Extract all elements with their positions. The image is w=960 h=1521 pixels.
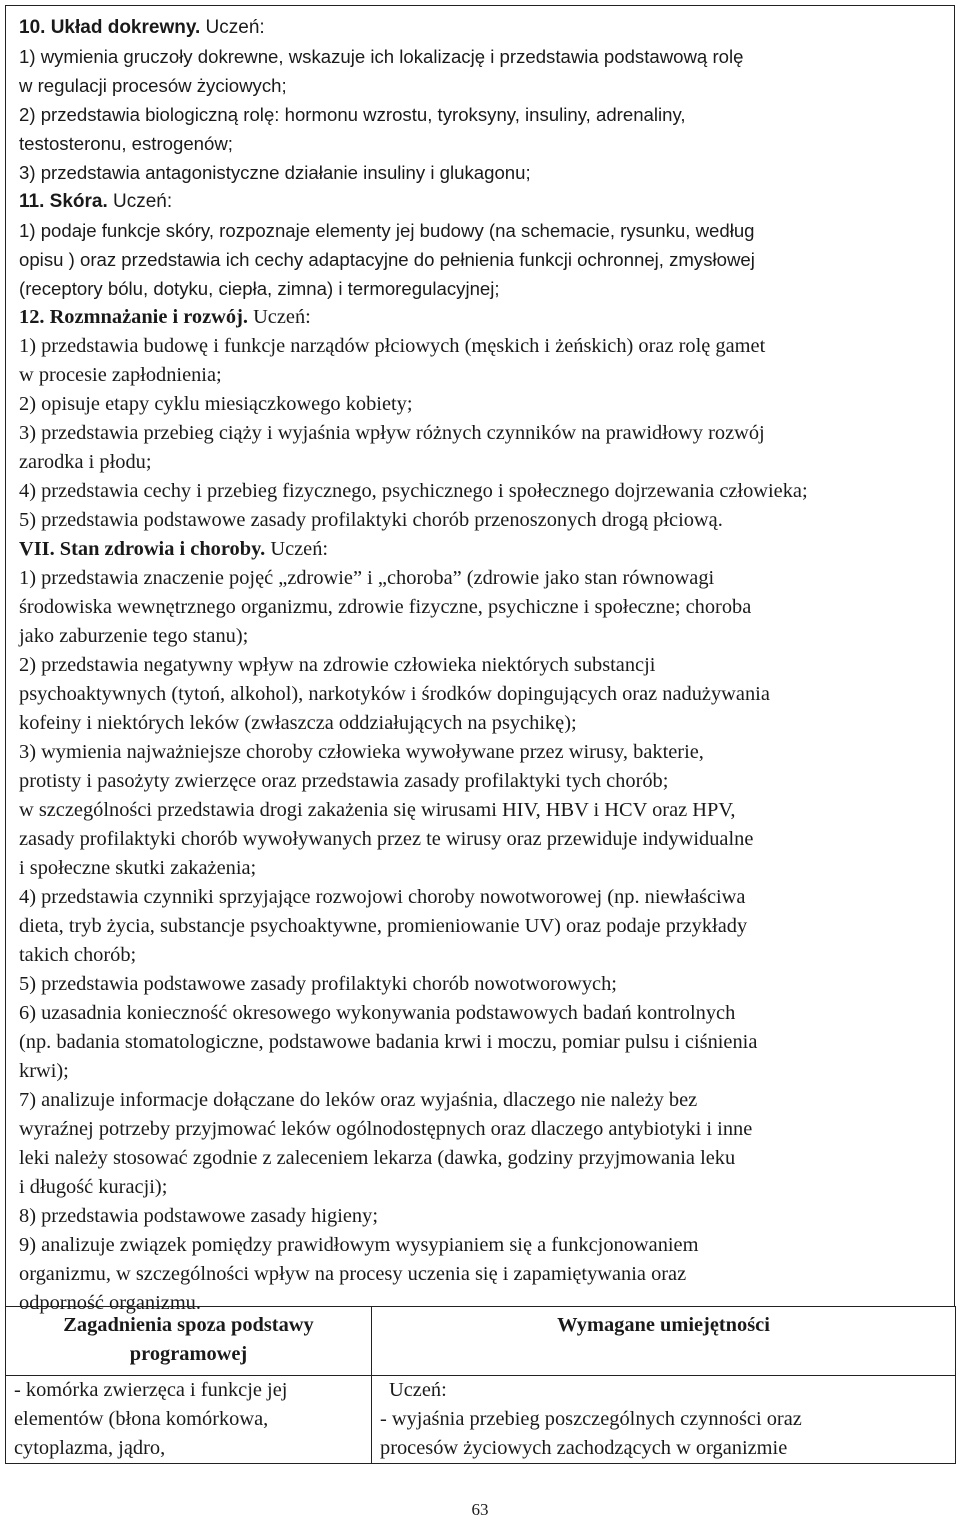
- text-line: (receptory bólu, dotyku, ciepła, zimna) i termoregulacyjnej;: [19, 278, 500, 299]
- text-line: zasady profilaktyki chorób wywoływanych przez te wirusy oraz przewiduje indywidualne: [19, 828, 754, 850]
- text-line: zarodka i płodu;: [19, 451, 152, 473]
- text-line: 3) wymienia najważniejsze choroby człowieka wywoływane przez wirusy, bakterie,: [19, 741, 704, 763]
- text-line: 3) przedstawia przebieg ciąży i wyjaśnia wpływ różnych czynników na prawidłowy rozwój: [19, 422, 765, 444]
- text-line: 9) analizuje związek pomiędzy prawidłowym wysypianiem się a funkcjonowaniem: [19, 1234, 699, 1256]
- text-line: organizmu, w szczególności wpływ na procesy uczenia się i zapamiętywania oraz: [19, 1263, 687, 1285]
- text-line: jako zaburzenie tego stanu);: [19, 625, 249, 647]
- text-line: 1) przedstawia budowę i funkcje narządów płciowych (męskich i żeńskich) oraz rolę gamet: [19, 335, 766, 357]
- text-line: 5) przedstawia podstawowe zasady profilaktyki chorób przenoszonych drogą płciową.: [19, 509, 723, 531]
- text-line: 4) przedstawia cechy i przebieg fizycznego, psychicznego i społecznego dojrzewania człowieka;: [19, 480, 808, 502]
- text-line: w szczególności przedstawia drogi zakażenia się wirusami HIV, HBV i HCV oraz HPV,: [19, 799, 736, 821]
- text-line: krwi);: [19, 1060, 69, 1082]
- cell-line: elementów (błona komórkowa,: [14, 1408, 269, 1430]
- text-line: 3) przedstawia antagonistyczne działanie insuliny i glukagonu;: [19, 162, 531, 183]
- text-line: środowiska wewnętrznego organizmu, zdrowie fizyczne, psychiczne i społeczne; choroba: [19, 596, 752, 618]
- cell-line: procesów życiowych zachodzących w organizmie: [380, 1437, 788, 1459]
- text-line: 8) przedstawia podstawowe zasady higieny;: [19, 1205, 378, 1227]
- text-line: psychoaktywnych (tytoń, alkohol), narkotyków i środków dopingujących oraz nadużywania: [19, 683, 770, 705]
- section-student-label: Uczeń:: [107, 191, 173, 212]
- text-line: takich chorób;: [19, 944, 137, 966]
- cell-line: Uczeń:: [389, 1379, 447, 1401]
- section-student-label: Uczeń:: [247, 306, 311, 328]
- cell-line: cytoplazma, jądro,: [14, 1437, 166, 1459]
- text-line: i społeczne skutki zakażenia;: [19, 857, 257, 879]
- section-title: 11. Skóra.: [19, 191, 108, 212]
- document-body: [19, 13, 951, 1318]
- text-line: i długość kuracji);: [19, 1176, 168, 1198]
- text-line: (np. badania stomatologiczne, podstawowe badania krwi i moczu, pomiar pulsu i ciśnienia: [19, 1031, 758, 1053]
- text-line: 1) wymienia gruczoły dokrewne, wskazuje ich lokalizację i przedstawia podstawową rolę: [19, 46, 744, 67]
- text-line: opisu ) oraz przedstawia ich cechy adaptacyjne do pełnienia funkcji ochronnej, zmysłowej: [19, 249, 755, 270]
- header-left-line: programowej: [129, 1343, 248, 1365]
- section-title: 12. Rozmnażanie i rozwój.: [19, 306, 248, 328]
- text-line: dieta, tryb życia, substancje psychoaktywne, promieniowanie UV) oraz podaje przykłady: [19, 915, 748, 937]
- text-line: wyraźnej potrzeby przyjmować leków ogólnodostępnych oraz dlaczego antybiotyki i inne: [19, 1118, 753, 1140]
- cell-line: - wyjaśnia przebieg poszczególnych czynności oraz: [380, 1408, 802, 1430]
- section-heading: [19, 187, 951, 216]
- text-line: w regulacji procesów życiowych;: [19, 75, 287, 96]
- text-line: 4) przedstawia czynniki sprzyjające rozwojowi choroby nowotworowej (np. niewłaściwa: [19, 886, 746, 908]
- text-line: testosteronu, estrogenów;: [19, 133, 233, 154]
- table-cell-left: [6, 1376, 372, 1464]
- section-title: 10. Układ dokrewny.: [19, 17, 201, 38]
- text-line: 5) przedstawia podstawowe zasady profilaktyki chorób nowotworowych;: [19, 973, 617, 995]
- section-title: VII. Stan zdrowia i choroby.: [19, 538, 266, 560]
- text-line: odporność organizmu.: [19, 1292, 201, 1314]
- table-cell-right: [372, 1376, 956, 1464]
- text-line: 1) podaje funkcje skóry, rozpoznaje elementy jej budowy (na schemacie, rysunku, według: [19, 220, 755, 241]
- text-line: 2) opisuje etapy cyklu miesiączkowego kobiety;: [19, 393, 413, 415]
- text-line: 2) przedstawia negatywny wpływ na zdrowie człowieka niektórych substancji: [19, 654, 656, 676]
- text-line: protisty i pasożyty zwierzęce oraz przedstawia zasady profilaktyki tych chorób;: [19, 770, 669, 792]
- requirements-table: [5, 1306, 956, 1464]
- text-line: 7) analizuje informacje dołączane do leków oraz wyjaśnia, dlaczego nie należy bez: [19, 1089, 698, 1111]
- text-line: leki należy stosować zgodnie z zaleceniem lekarza (dawka, godziny przyjmowania leku: [19, 1147, 736, 1169]
- text-line: kofeiny i niektórych leków (zwłaszcza oddziałujących na psychikę);: [19, 712, 577, 734]
- text-line: 2) przedstawia biologiczną rolę: hormonu wzrostu, tyroksyny, insuliny, adrenaliny,: [19, 104, 686, 125]
- cell-line: - komórka zwierzęca i funkcje jej: [14, 1379, 288, 1401]
- page-number: 63: [471, 1500, 489, 1519]
- section-student-label: Uczeń:: [200, 17, 265, 38]
- header-left-line: Zagadnienia spoza podstawy: [63, 1314, 314, 1336]
- table-header-right: Wymagane umiejętności: [372, 1307, 956, 1376]
- text-line: w procesie zapłodnienia;: [19, 364, 222, 386]
- section-heading: [19, 535, 951, 564]
- text-line: 1) przedstawia znaczenie pojęć „zdrowie” i „choroba” (zdrowie jako stan równowagi: [19, 567, 715, 589]
- section-student-label: Uczeń:: [265, 538, 329, 560]
- section-heading: [19, 303, 951, 332]
- section-heading: [19, 13, 951, 42]
- table-header-left: [6, 1307, 372, 1376]
- content-frame: [5, 5, 955, 1314]
- text-line: 6) uzasadnia konieczność okresowego wykonywania podstawowych badań kontrolnych: [19, 1002, 736, 1024]
